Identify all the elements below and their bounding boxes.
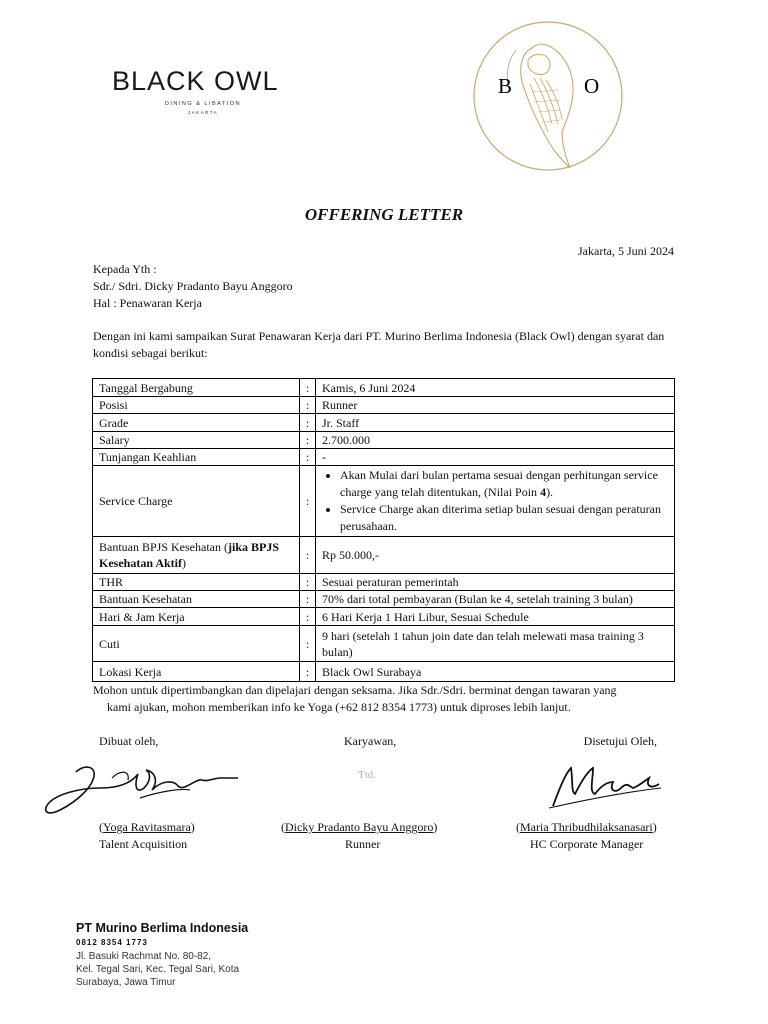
term-label: Tanggal Bergabung bbox=[93, 379, 300, 397]
brand-city: JAKARTA bbox=[187, 110, 219, 115]
brand-tagline: DINING & LIBATION bbox=[164, 101, 242, 107]
table-row bbox=[93, 466, 675, 537]
term-value: Kamis, 6 Juni 2024 bbox=[316, 379, 675, 397]
term-label: Salary bbox=[93, 432, 300, 449]
table-row bbox=[93, 414, 675, 432]
sig-label-left: Dibuat oleh, bbox=[99, 734, 159, 748]
service-point-value: 4 bbox=[540, 485, 547, 499]
footer-address bbox=[76, 950, 239, 989]
term-colon: : bbox=[300, 662, 316, 682]
term-value: Black Owl Surabaya bbox=[316, 662, 675, 682]
term-value: 2.700.000 bbox=[316, 432, 675, 449]
term-value: Runner bbox=[316, 397, 675, 414]
intro-paragraph: Dengan ini kami sampaikan Surat Penawaran Kerja dari PT. Murino Berlima Indonesia (Black Owl) dengan syarat dan kondisi sebagai berikut: bbox=[93, 329, 665, 360]
letter-subject: Hal : Penawaran Kerja bbox=[93, 296, 202, 310]
footer-address-line: Jl. Basuki Rachmat No. 80-82, bbox=[76, 951, 212, 962]
sig-label-center: Karyawan, bbox=[344, 734, 397, 748]
term-value: Rp 50.000,- bbox=[316, 537, 675, 574]
monogram-left: B bbox=[498, 74, 513, 98]
footer-company: PT Murino Berlima Indonesia bbox=[76, 921, 249, 935]
closing-line-2: kami ajukan, mohon memberikan info ke Yoga (+62 812 8354 1773) untuk diproses lebih lanjut. bbox=[107, 700, 571, 714]
table-row bbox=[93, 608, 675, 626]
sig-name-center bbox=[281, 819, 437, 836]
table-row bbox=[93, 432, 675, 449]
sig-role-left: Talent Acquisition bbox=[99, 837, 188, 851]
closing-paragraph bbox=[93, 682, 683, 716]
monogram-right: O bbox=[584, 74, 600, 98]
signer-name: Yoga Ravitasmara bbox=[103, 820, 191, 834]
paren-close: ) bbox=[433, 820, 438, 834]
term-label: Lokasi Kerja bbox=[93, 662, 300, 682]
term-colon: : bbox=[300, 397, 316, 414]
table-row bbox=[93, 397, 675, 414]
paren-close: ) bbox=[190, 820, 195, 834]
footer-address-line: Kel. Tegal Sari, Kec. Tegal Sari, Kota bbox=[76, 964, 240, 975]
table-row bbox=[93, 379, 675, 397]
list-item bbox=[340, 501, 668, 535]
table-row bbox=[93, 591, 675, 608]
footer-address-line: Surabaya, Jawa Timur bbox=[76, 977, 176, 988]
terms-table bbox=[92, 378, 675, 682]
recipient-greeting: Kepada Yth : bbox=[93, 262, 157, 276]
recipient-name: Sdr./ Sdri. Dicky Pradanto Bayu Anggoro bbox=[93, 279, 293, 293]
term-colon: : bbox=[300, 608, 316, 626]
sig-role-center: Runner bbox=[345, 837, 381, 851]
paren-open: ( bbox=[99, 820, 103, 834]
bpjs-condition: jika BPJS Kesehatan Aktif bbox=[99, 540, 279, 570]
sig-label-right: Disetujui Oleh, bbox=[583, 734, 657, 748]
term-value: 6 Hari Kerja 1 Hari Libur, Sesuai Schedule bbox=[316, 608, 675, 626]
term-value: Sesuai peraturan pemerintah bbox=[316, 574, 675, 591]
term-value: Jr. Staff bbox=[316, 414, 675, 432]
term-value: - bbox=[316, 449, 675, 466]
recipient-block bbox=[93, 261, 293, 312]
signature-maria-icon bbox=[545, 756, 663, 812]
paren-close: ) bbox=[652, 820, 657, 834]
sig-name-left bbox=[99, 819, 195, 836]
term-colon: : bbox=[300, 537, 316, 574]
term-colon: : bbox=[300, 379, 316, 397]
table-row bbox=[93, 662, 675, 682]
term-label: Tunjangan Keahlian bbox=[93, 449, 300, 466]
owl-seal-logo bbox=[472, 20, 624, 177]
sig-role-right: HC Corporate Manager bbox=[530, 837, 644, 851]
term-value: 70% dari total pembayaran (Bulan ke 4, setelah training 3 bulan) bbox=[316, 591, 675, 608]
paren-open: ( bbox=[281, 820, 285, 834]
service-charge-note-1: Akan Mulai dari bulan pertama sesuai dengan perhitungan service charge yang telah ditentukan, (Nilai Poin bbox=[340, 468, 658, 499]
term-colon: : bbox=[300, 466, 316, 537]
table-row bbox=[93, 449, 675, 466]
term-label: THR bbox=[93, 574, 300, 591]
signature-yoga-icon bbox=[40, 758, 240, 824]
employee-sign-placeholder: Ttd. bbox=[358, 769, 377, 781]
owl-emblem-icon bbox=[472, 20, 624, 172]
term-label: Hari & Jam Kerja bbox=[93, 608, 300, 626]
term-colon: : bbox=[300, 574, 316, 591]
term-colon: : bbox=[300, 432, 316, 449]
term-label: Bantuan Kesehatan bbox=[93, 591, 300, 608]
term-colon: : bbox=[300, 626, 316, 662]
term-label: Grade bbox=[93, 414, 300, 432]
service-charge-note-1-end: ). bbox=[546, 485, 554, 499]
term-label bbox=[93, 537, 300, 574]
closing-line-1: Mohon untuk dipertimbangkan dan dipelajari dengan seksama. Jika Sdr./Sdri. berminat dengan tawaran yang bbox=[93, 683, 617, 697]
term-colon: : bbox=[300, 449, 316, 466]
term-value: 9 hari (setelah 1 tahun join date dan telah melewati masa training 3 bulan) bbox=[316, 626, 675, 662]
paren-open: ( bbox=[516, 820, 520, 834]
term-value bbox=[316, 466, 675, 537]
service-charge-note-2: Service Charge akan diterima setiap bulan sesuai dengan peraturan perusahaan. bbox=[340, 502, 661, 533]
table-row bbox=[93, 574, 675, 591]
term-label: Cuti bbox=[93, 626, 300, 662]
term-colon: : bbox=[300, 414, 316, 432]
footer-phone: 0812 8354 1773 bbox=[76, 938, 148, 947]
term-label: Posisi bbox=[93, 397, 300, 414]
term-label: Service Charge bbox=[93, 466, 300, 537]
bpjs-label: Bantuan BPJS Kesehatan ( bbox=[99, 540, 228, 554]
brand-wordmark: BLACK OWL bbox=[112, 66, 279, 96]
table-row bbox=[93, 626, 675, 662]
list-item bbox=[340, 467, 668, 501]
bpjs-label-end: ) bbox=[182, 556, 187, 570]
term-colon: : bbox=[300, 591, 316, 608]
sig-name-right bbox=[516, 819, 657, 836]
employee-name: Dicky Pradanto Bayu Anggoro bbox=[285, 820, 434, 834]
table-row bbox=[93, 537, 675, 574]
letter-title: OFFERING LETTER bbox=[304, 205, 464, 224]
letter-date: Jakarta, 5 Juni 2024 bbox=[578, 244, 674, 258]
approver-name: Maria Thribudhilaksanasari bbox=[520, 820, 653, 834]
service-charge-list bbox=[322, 467, 668, 535]
